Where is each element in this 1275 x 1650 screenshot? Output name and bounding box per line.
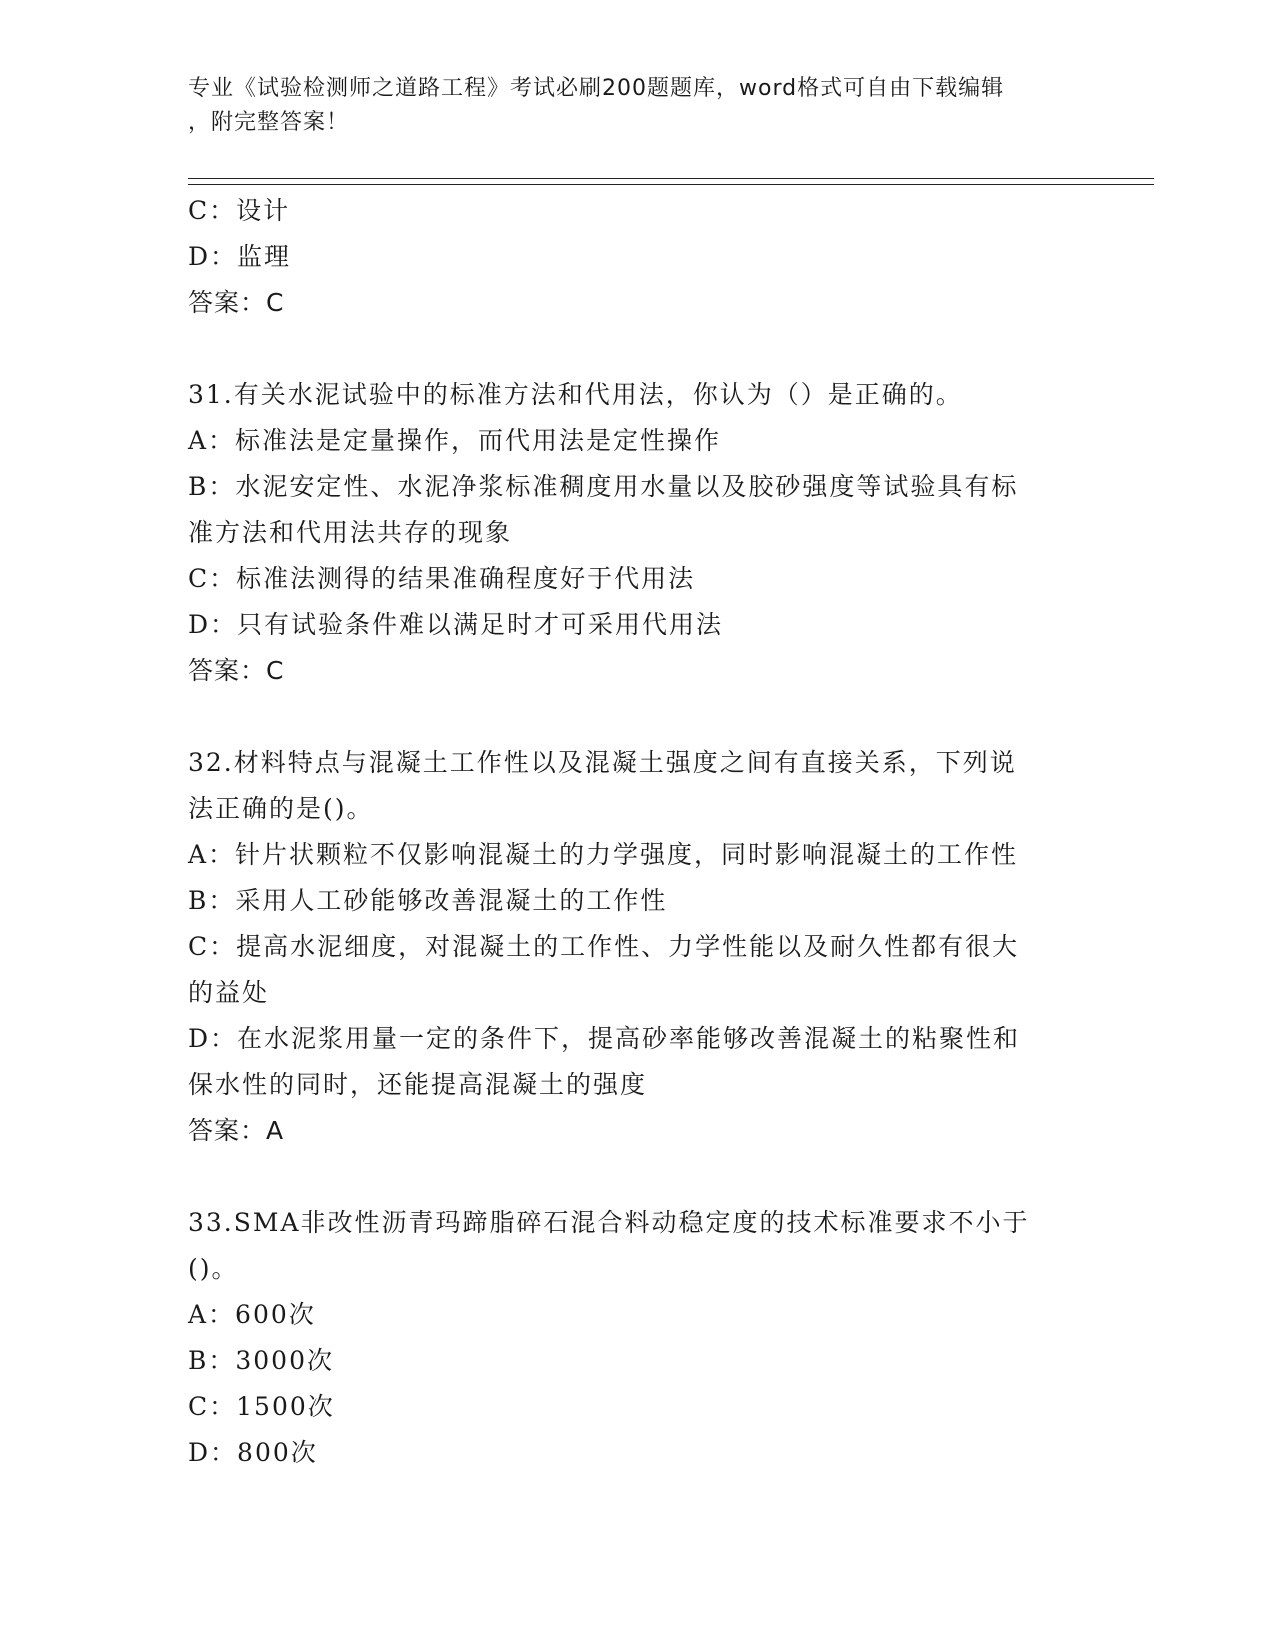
question-32-option-d-line-2: 保水性的同时，还能提高混凝土的强度	[188, 1070, 648, 1099]
spacer	[188, 326, 1088, 372]
question-32-block	[188, 740, 1088, 1154]
question-33-block	[188, 1200, 1088, 1476]
question-31-option-b-line-1: B：水泥安定性、水泥净浆标准稠度用水量以及胶砂强度等试验具有标	[188, 472, 1019, 501]
question-31-option-a: A：标准法是定量操作，而代用法是定性操作	[188, 426, 722, 455]
question-32-option-c-line-1: C：提高水泥细度，对混凝土的工作性、力学性能以及耐久性都有很大	[188, 932, 1020, 961]
header-divider-bottom	[188, 184, 1154, 185]
question-30-answer: 答案：C	[188, 288, 285, 317]
question-31-option-c: C：标准法测得的结果准确程度好于代用法	[188, 564, 696, 593]
header-divider-top	[188, 178, 1154, 179]
question-33-stem-line-2: ()。	[188, 1254, 239, 1283]
question-33-option-c: C：1500次	[188, 1392, 335, 1421]
question-31-answer: 答案：C	[188, 656, 285, 685]
document-header	[188, 72, 1068, 140]
question-31-stem: 31.有关水泥试验中的标准方法和代用法，你认为（）是正确的。	[188, 380, 963, 409]
question-32-answer: 答案：A	[188, 1116, 285, 1145]
spacer	[188, 694, 1088, 740]
question-32-stem-line-1: 32.材料特点与混凝土工作性以及混凝土强度之间有直接关系，下列说	[188, 748, 1017, 777]
question-content	[188, 188, 1088, 1476]
question-31-option-d: D：只有试验条件难以满足时才可采用代用法	[188, 610, 724, 639]
question-32-stem-line-2: 法正确的是()。	[188, 794, 374, 823]
question-30-block	[188, 188, 1088, 326]
question-30-option-c: C：设计	[188, 196, 291, 225]
question-33-option-b: B：3000次	[188, 1346, 334, 1375]
question-33-stem-line-1: 33.SMA非改性沥青玛蹄脂碎石混合料动稳定度的技术标准要求不小于	[188, 1208, 1030, 1237]
question-32-option-c-line-2: 的益处	[188, 978, 270, 1007]
question-32-option-a: A：针片状颗粒不仅影响混凝土的力学强度，同时影响混凝土的工作性	[188, 840, 1019, 869]
question-31-block	[188, 372, 1088, 694]
question-33-option-a: A：600次	[188, 1300, 316, 1329]
question-30-option-d: D：监理	[188, 242, 292, 271]
question-31-option-b-line-2: 准方法和代用法共存的现象	[188, 518, 513, 547]
question-32-option-d-line-1: D：在水泥浆用量一定的条件下，提高砂率能够改善混凝土的粘聚性和	[188, 1024, 1021, 1053]
header-title-line-1: 专业《试验检测师之道路工程》考试必刷200题题库，word格式可自由下载编辑	[188, 76, 1005, 101]
spacer	[188, 1154, 1088, 1200]
question-32-option-b: B：采用人工砂能够改善混凝土的工作性	[188, 886, 668, 915]
header-title-line-2: ，附完整答案！	[188, 110, 350, 135]
question-33-option-d: D：800次	[188, 1438, 318, 1467]
